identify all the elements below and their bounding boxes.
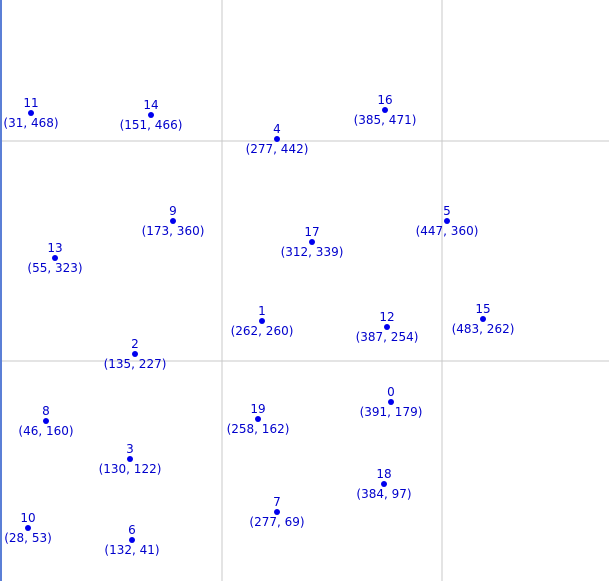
point-id-label: 19 [250, 402, 266, 416]
point-id-label: 15 [475, 302, 491, 316]
point-coordinate-label: (384, 97) [356, 487, 412, 501]
point-coordinate-label: (262, 260) [230, 324, 294, 338]
point-coordinate-label: (31, 468) [3, 116, 59, 130]
point-coordinate-label: (387, 254) [355, 330, 419, 344]
point-coordinate-label: (28, 53) [4, 531, 52, 545]
point-id-label: 6 [128, 523, 136, 537]
point-id-label: 9 [169, 204, 177, 218]
point-coordinate-label: (46, 160) [18, 424, 74, 438]
point-coordinate-label: (447, 360) [415, 224, 479, 238]
point-id-label: 8 [42, 404, 50, 418]
point-id-label: 3 [126, 442, 134, 456]
point-id-label: 0 [387, 385, 395, 399]
point-id-label: 17 [304, 225, 320, 239]
point-coordinate-label: (130, 122) [98, 462, 162, 476]
point-coordinate-label: (173, 360) [141, 224, 205, 238]
point-id-label: 1 [258, 304, 266, 318]
point-id-label: 10 [20, 511, 36, 525]
point-coordinate-label: (312, 339) [280, 245, 344, 259]
point-id-label: 14 [143, 98, 159, 112]
point-id-label: 16 [377, 93, 393, 107]
point-coordinate-label: (483, 262) [451, 322, 515, 336]
point-id-label: 2 [131, 337, 139, 351]
point-coordinate-label: (385, 471) [353, 113, 417, 127]
point-id-label: 4 [273, 122, 281, 136]
point-id-label: 5 [443, 204, 451, 218]
point-id-label: 12 [379, 310, 395, 324]
point-id-label: 18 [376, 467, 392, 481]
point-id-label: 7 [273, 495, 281, 509]
point-coordinate-label: (277, 69) [249, 515, 305, 529]
point-coordinate-label: (391, 179) [359, 405, 423, 419]
point-id-label: 13 [47, 241, 63, 255]
point-coordinate-label: (135, 227) [103, 357, 167, 371]
point-coordinate-label: (277, 442) [245, 142, 309, 156]
point-coordinate-label: (132, 41) [104, 543, 160, 557]
point-coordinate-label: (258, 162) [226, 422, 290, 436]
point-coordinate-label: (151, 466) [119, 118, 183, 132]
point-id-label: 11 [23, 96, 39, 110]
point-coordinate-label: (55, 323) [27, 261, 83, 275]
